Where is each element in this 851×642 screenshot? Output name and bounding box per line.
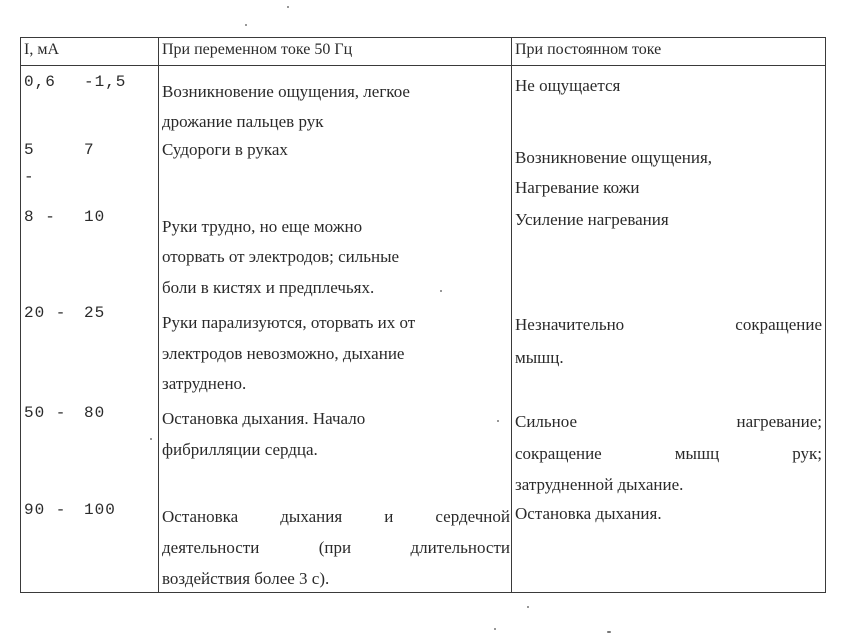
header-separator xyxy=(20,65,826,66)
current-value: 0,6 xyxy=(24,73,56,91)
scan-speck xyxy=(287,6,289,8)
ac-effect-line: дрожание пальцев рук xyxy=(162,112,324,131)
dc-effect-line: Усиление нагревания xyxy=(515,210,669,229)
dc-effect-line: Нагревание кожи xyxy=(515,178,640,197)
scan-speck xyxy=(440,290,442,292)
ac-effect-line: Судороги в руках xyxy=(162,140,288,159)
scan-speck xyxy=(245,24,247,26)
table-top-border xyxy=(20,37,826,38)
current-value: 25 xyxy=(84,304,106,322)
ac-effect-line: затруднено. xyxy=(162,374,247,393)
dc-effect-line: мышц. xyxy=(515,348,564,367)
ac-effect-line: оторвать от электродов; сильные xyxy=(162,247,400,266)
ac-effect-line: электродов невозможно, дыхание xyxy=(162,344,405,363)
dc-effect-line: Не ощущается xyxy=(515,76,621,95)
ac-effect-line: фибрилляции сердца. xyxy=(162,440,318,459)
table-left-border xyxy=(20,37,21,593)
table-bottom-border xyxy=(20,592,826,593)
ac-effect-line: боли в кистях и предплечьях. xyxy=(162,278,375,297)
scan-speck xyxy=(494,628,496,630)
header-dc: При постоянном токе xyxy=(515,41,662,58)
current-value: -1,5 xyxy=(84,73,127,91)
dc-effect-line: сокращение мышц рук; xyxy=(515,444,822,463)
scan-speck xyxy=(497,420,499,422)
dc-effect-line: Сильное нагревание; xyxy=(515,412,822,431)
current-value: 80 xyxy=(84,404,106,422)
dc-effect-line: затрудненной дыхание. xyxy=(515,475,684,494)
ac-effect-line: воздействия более 3 с). xyxy=(162,569,330,588)
ac-effect-line: Возникновение ощущения, легкое xyxy=(162,82,410,101)
ac-effect-line: деятельности (при длительности xyxy=(162,538,510,557)
header-current: I, мА xyxy=(24,41,60,58)
current-value: - xyxy=(24,168,35,186)
current-value: 5 xyxy=(24,141,35,159)
scan-speck xyxy=(527,606,529,608)
current-value: 20 - xyxy=(24,304,67,322)
current-value: 7 xyxy=(84,141,95,159)
table-right-border xyxy=(825,37,826,593)
column-divider-2 xyxy=(511,37,512,593)
current-value: 10 xyxy=(84,208,106,226)
scan-speck xyxy=(150,438,152,440)
ac-effect-line: Руки трудно, но еще можно xyxy=(162,217,363,236)
ac-effect-line: Остановка дыхания и сердечной xyxy=(162,507,510,526)
header-ac: При переменном токе 50 Гц xyxy=(162,41,353,58)
current-value: 90 - xyxy=(24,501,67,519)
ac-effect-line: Руки парализуются, оторвать их от xyxy=(162,313,416,332)
column-divider-1 xyxy=(158,37,159,593)
dc-effect-line: Возникновение ощущения, xyxy=(515,148,713,167)
dc-effect-line: Незначительно сокращение xyxy=(515,315,822,334)
dc-effect-line: Остановка дыхания. xyxy=(515,504,662,523)
ac-effect-line: Остановка дыхания. Начало xyxy=(162,409,366,428)
current-value: 100 xyxy=(84,501,116,519)
current-value: 8 - xyxy=(24,208,56,226)
current-value: 50 - xyxy=(24,404,67,422)
scan-speck xyxy=(607,631,611,633)
